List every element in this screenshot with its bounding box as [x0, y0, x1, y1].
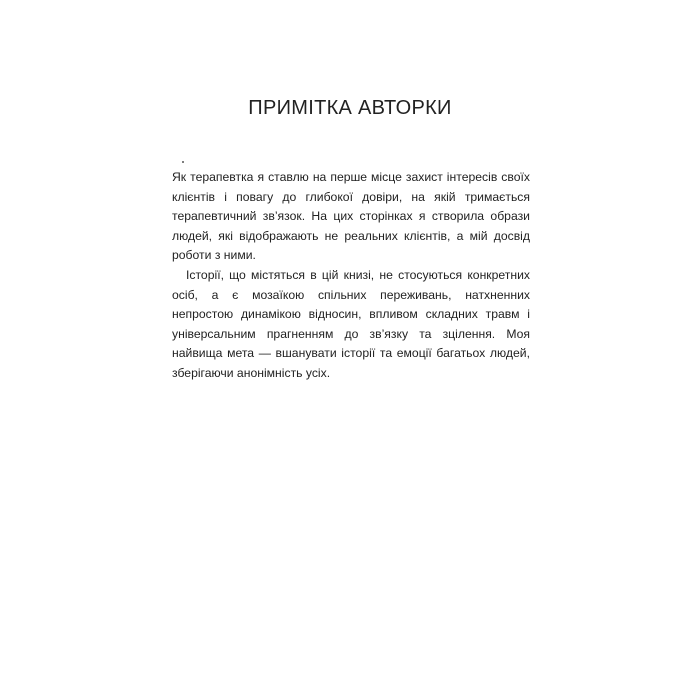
body-text: [172, 168, 530, 384]
paragraph-2: Історії, що містяться в цій книзі, не стосуються конкретних осіб, а є мозаїкою спільних переживань, натхненних непростою динамікою відносин, впливом складних травм і універсальним прагненням до зв’язку та зцілення. Моя найвища мета — вшанувати історії та емоції багатьох людей, зберігаючи анонімність усіх.: [172, 267, 530, 380]
page-title: ПРИМІТКА АВТОРКИ: [248, 97, 452, 119]
paragraph-1: Як терапевтка я ставлю на перше місце захист інтересів своїх клієнтів і повагу до глибокої довіри, на якій тримається терапевтичний зв’язок. На цих сторінках я створила образи людей, які відображають не реальних клієнтів, а мій досвід роботи з ними.: [172, 170, 530, 263]
print-speck: [182, 161, 184, 163]
